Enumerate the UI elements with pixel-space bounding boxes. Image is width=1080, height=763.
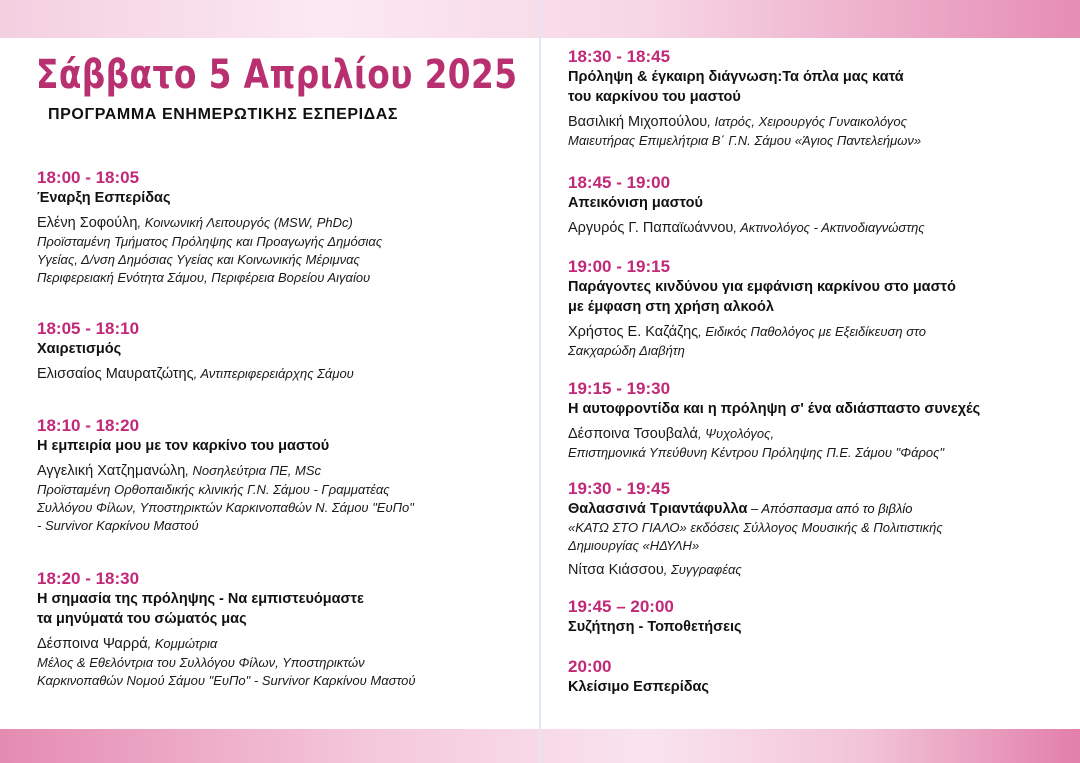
book-description-line: Δημιουργίας «ΗΔΥΛΗ» bbox=[568, 538, 700, 553]
speaker-description-line: Μέλος & Εθελόντρια του Συλλόγου Φίλων, Υποστηρικτών bbox=[37, 655, 365, 670]
speaker-description-line: Επιστημονικά Υπεύθυνη Κέντρου Πρόληψης Π.Ε. Σάμου "Φάρος" bbox=[568, 445, 945, 460]
speaker-description-line: Περιφερειακή Ενότητα Σάμου, Περιφέρεια Βορείου Αιγαίου bbox=[37, 270, 371, 285]
session-speaker bbox=[568, 424, 1073, 444]
session-title: Κλείσιμο Εσπερίδας bbox=[568, 679, 709, 695]
session-title: Παράγοντες κινδύνου για εμφάνιση καρκίνου στο μαστό bbox=[568, 279, 956, 295]
session-1820 bbox=[37, 568, 537, 690]
session-title: Θαλασσινά Τριαντάφυλλα bbox=[568, 501, 748, 517]
speaker-description-line: Καρκινοπαθών Νομού Σάμου "ΕυΠο" - Survivor Καρκίνου Μαστού bbox=[37, 673, 416, 688]
speaker-name: Ελισσαίος Μαυρατζώτης bbox=[37, 366, 194, 382]
session-2000 bbox=[568, 656, 1073, 697]
speaker-role: , Ιατρός, Χειρουργός Γυναικολόγος bbox=[707, 114, 907, 129]
session-title: Η εμπειρία μου με τον καρκίνο του μαστού bbox=[37, 438, 330, 454]
session-speaker bbox=[568, 560, 1073, 580]
session-1800 bbox=[37, 167, 537, 287]
speaker-name: Αργυρός Γ. Παπαϊωάννου bbox=[568, 220, 734, 236]
speaker-role: , Κομμώτρια bbox=[147, 636, 218, 651]
session-title: Έναρξη Εσπερίδας bbox=[37, 190, 171, 206]
speaker-name: Δέσποινα Τσουβαλά bbox=[568, 426, 698, 442]
session-speaker bbox=[37, 213, 537, 233]
session-1845 bbox=[568, 172, 1073, 238]
session-title: Απεικόνιση μαστού bbox=[568, 195, 703, 211]
right-column bbox=[568, 46, 1073, 697]
speaker-name: Νίτσα Κιάσσου bbox=[568, 562, 664, 578]
session-1930 bbox=[568, 478, 1073, 580]
session-time: 19:15 - 19:30 bbox=[568, 379, 671, 398]
session-title-line bbox=[568, 499, 1073, 519]
speaker-description-line: Σακχαρώδη Διαβήτη bbox=[568, 343, 685, 358]
page-title: Σάββατο 5 Απριλίου 2025 bbox=[36, 52, 518, 98]
speaker-description-line: Προϊσταμένη Τμήματος Πρόληψης και Προαγωγής Δημόσιας bbox=[37, 234, 383, 249]
session-title: Η αυτοφροντίδα και η πρόληψη σ' ένα αδιάσπαστο συνεχές bbox=[568, 401, 981, 417]
left-column bbox=[37, 167, 537, 690]
speaker-description-line: Υγείας, Δ/νση Δημόσιας Υγείας και Κοινωνικής Μέριμνας bbox=[37, 252, 360, 267]
session-time: 18:45 - 19:00 bbox=[568, 173, 671, 192]
column-divider bbox=[539, 0, 541, 763]
session-speaker bbox=[568, 112, 1073, 132]
session-title: Χαιρετισμός bbox=[37, 341, 122, 357]
speaker-description-line: Μαιευτήρας Επιμελήτρια Β΄ Γ.Ν. Σάμου «Άγιος Παντελεήμων» bbox=[568, 133, 922, 148]
speaker-description-line: Συλλόγου Φίλων, Υποστηρικτών Καρκινοπαθών Ν. Σάμου "ΕυΠο" bbox=[37, 500, 414, 515]
speaker-name: Δέσποινα Ψαρρά bbox=[37, 636, 148, 652]
session-speaker bbox=[37, 364, 537, 384]
session-title: με έμφαση στη χρήση αλκοόλ bbox=[568, 299, 774, 315]
session-1805 bbox=[37, 318, 537, 384]
speaker-role: , Κοινωνική Λειτουργός (MSW, PhDc) bbox=[137, 215, 353, 230]
session-time: 19:45 – 20:00 bbox=[568, 597, 674, 616]
speaker-name: Αγγελική Χατζημανώλη bbox=[37, 463, 186, 479]
speaker-name: Βασιλική Μιχοπούλου bbox=[568, 114, 708, 130]
session-title: τα μηνύματά του σώματός μας bbox=[37, 611, 247, 627]
page-subtitle: ΠΡΟΓΡΑΜΜΑ ΕΝΗΜΕΡΩΤΙΚΗΣ ΕΣΠΕΡΙΔΑΣ bbox=[48, 106, 399, 123]
speaker-role: , Ειδικός Παθολόγος με Εξειδίκευση στο bbox=[698, 324, 926, 339]
session-time: 18:10 - 18:20 bbox=[37, 416, 140, 435]
session-time: 19:00 - 19:15 bbox=[568, 257, 671, 276]
speaker-role: , Ψυχολόγος, bbox=[697, 426, 775, 441]
session-time: 18:20 - 18:30 bbox=[37, 569, 140, 588]
speaker-role: , Αντιπεριφερειάρχης Σάμου bbox=[193, 366, 354, 381]
speaker-role: , Συγγραφέας bbox=[663, 562, 742, 577]
session-speaker bbox=[37, 461, 537, 481]
session-1810 bbox=[37, 415, 537, 535]
speaker-description-line: - Survivor Καρκίνου Μαστού bbox=[37, 518, 199, 533]
session-time: 20:00 bbox=[568, 657, 612, 676]
session-speaker bbox=[568, 218, 1073, 238]
session-title: Πρόληψη & έγκαιρη διάγνωση:Τα όπλα μας κατά bbox=[568, 69, 904, 85]
speaker-role: , Ακτινολόγος - Ακτινοδιαγνώστης bbox=[733, 220, 925, 235]
session-speaker bbox=[568, 322, 1073, 342]
session-1915 bbox=[568, 378, 1073, 462]
session-1830 bbox=[568, 46, 1073, 150]
session-speaker bbox=[37, 634, 537, 654]
session-title: Συζήτηση - Τοποθετήσεις bbox=[568, 619, 742, 635]
book-description-line: «ΚΑΤΩ ΣΤΟ ΓΙΑΛΟ» εκδόσεις Σύλλογος Μουσικής & Πολιτιστικής bbox=[568, 520, 943, 535]
speaker-description-line: Προϊσταμένη Ορθοπαιδικής κλινικής Γ.Ν. Σάμου - Γραμματέας bbox=[37, 482, 390, 497]
speaker-role: , Νοσηλεύτρια ΠΕ, MSc bbox=[185, 463, 322, 478]
session-title: του καρκίνου του μαστού bbox=[568, 89, 741, 105]
session-1945 bbox=[568, 596, 1073, 637]
session-title: Η σημασία της πρόληψης - Να εμπιστευόμαστε bbox=[37, 591, 364, 607]
session-time: 18:05 - 18:10 bbox=[37, 319, 140, 338]
speaker-name: Ελένη Σοφούλη bbox=[37, 215, 138, 231]
session-time: 19:30 - 19:45 bbox=[568, 479, 671, 498]
speaker-name: Χρήστος Ε. Καζάζης bbox=[568, 324, 699, 340]
session-time: 18:00 - 18:05 bbox=[37, 168, 140, 187]
session-title-suffix: – Απόσπασμα από το βιβλίο bbox=[747, 501, 913, 516]
session-time: 18:30 - 18:45 bbox=[568, 47, 671, 66]
session-1900 bbox=[568, 256, 1073, 360]
